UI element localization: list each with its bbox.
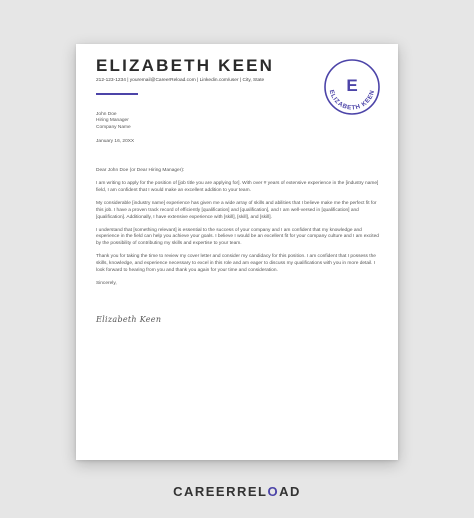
paragraph: My considerable [industry name] experience has given me a wide array of skills and abilities that I believe make me the perfect fit for this job. I have a proven track record of efficiently [qualification] and [qualification], and I am well-versed in [qualification] and [qualification]. Additionally, I have extensive experience with [skill], [skill], and [skill]. xyxy=(96,201,377,220)
letter-date: January 16, 20XX xyxy=(96,139,135,144)
recipient-title: Hiring Manager xyxy=(96,118,129,124)
brand-logo xyxy=(0,484,474,499)
monogram-initial: E xyxy=(346,76,358,95)
monogram-badge-icon xyxy=(323,58,381,116)
closing: Sincerely, xyxy=(96,280,117,286)
candidate-name: ELIZABETH KEEN xyxy=(96,56,275,75)
contact-line: 212-123-1234 | youremail@CareerReload.com | Linkedin.com/user | City, State xyxy=(96,78,265,83)
paragraph: Thank you for taking the time to review my cover letter and consider my candidacy for this position. I am confident that I possess the skills, knowledge, and experience necessary to excel in this role and am eager to discuss my qualifications with you in more detail. I look forward to hearing from you and thank you again for your time and consideration. xyxy=(96,254,376,273)
recipient-company: Company Name xyxy=(96,124,131,130)
brand-o-mark: O xyxy=(267,484,280,499)
paragraph: I understand that [something relevant] is essential to the success of your company and I am confident that my knowledge and experience in the field can help you achieve your goals. I believe I would be an excellent fit for your company culture and I am excited by the possibility of contributing my skills and expertise to your team. xyxy=(96,227,379,247)
brand-text-start: CAREERREL xyxy=(173,484,268,499)
accent-divider xyxy=(96,93,138,95)
recipient-block xyxy=(96,112,131,131)
signature: Elizabeth Keen xyxy=(96,315,162,324)
salutation: Dear John Doe (or Dear Hiring Manager): xyxy=(96,168,185,173)
monogram-ring-text: ELIZABETH KEEN xyxy=(327,89,377,112)
paragraph: I am writing to apply for the position of [job title you are applying for]. With over # years of extensive experience in the [industry name] field, I am confident that I would make an excellent addition to your team. xyxy=(96,181,379,193)
cover-letter-page xyxy=(76,44,398,460)
recipient-name: John Doe xyxy=(96,112,117,117)
letter-body xyxy=(96,168,381,294)
brand-text-end: AD xyxy=(279,484,301,499)
